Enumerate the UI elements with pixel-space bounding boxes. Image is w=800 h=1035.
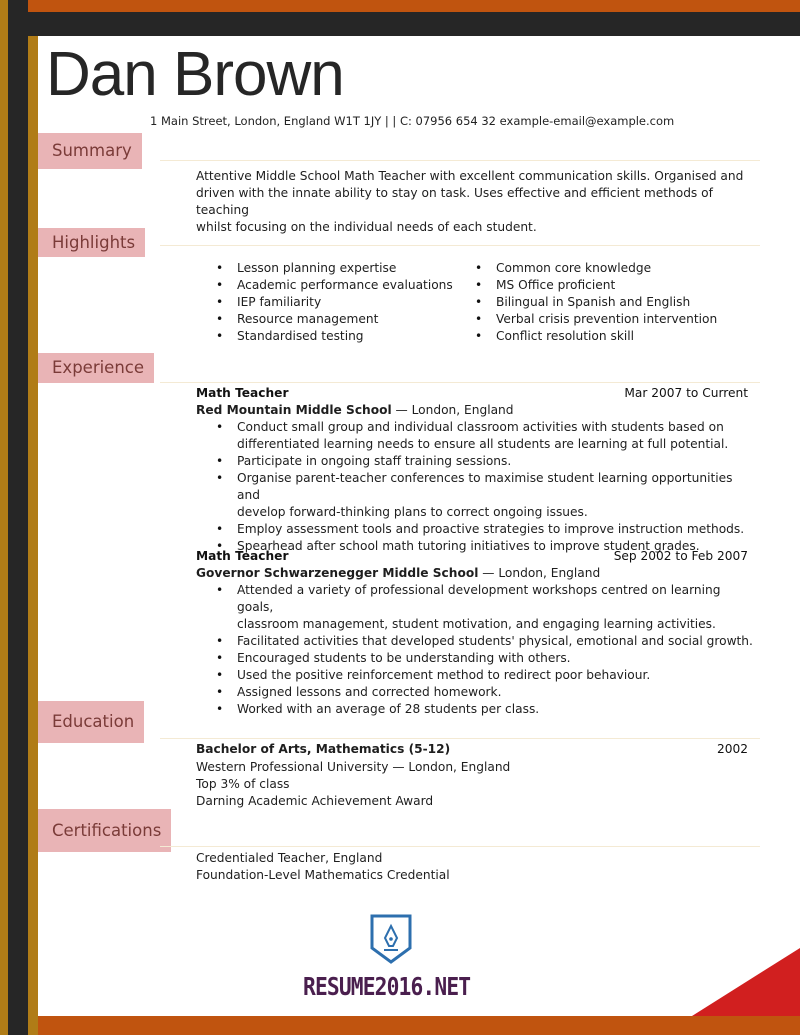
list-item: • Participate in ongoing staff training sessions.	[196, 453, 756, 470]
pen-nib-shield-icon	[370, 914, 412, 968]
job-title: Math Teacher	[196, 386, 289, 400]
job-employer-line	[196, 565, 600, 582]
list-item	[196, 504, 756, 521]
job-bullets	[196, 419, 756, 555]
employer-name: Red Mountain Middle School	[196, 403, 392, 417]
employer-location: — London, England	[478, 566, 601, 580]
certification-item: Credentialed Teacher, England	[196, 851, 383, 865]
list-item: • Encouraged students to be understanding with others.	[196, 650, 756, 667]
education-year: 2002	[716, 742, 748, 756]
education-award: Darning Academic Achievement Award	[196, 794, 434, 808]
school-location: — London, England	[388, 760, 511, 774]
certification-item: Foundation-Level Mathematics Credential	[196, 868, 450, 882]
list-item: • MS Office proficient	[455, 277, 755, 294]
top-dark-bar	[0, 12, 800, 36]
site-watermark: RESUME2016.NET	[303, 972, 471, 1001]
job-employer-line	[196, 402, 514, 419]
summary-line: driven with the innate ability to stay on task. Uses effective and efficient methods of teaching	[196, 186, 713, 217]
highlights-right-list	[455, 260, 755, 345]
list-item: • Conduct small group and individual classroom activities with students based on	[196, 419, 756, 436]
list-item: • Lesson planning expertise	[196, 260, 456, 277]
list-item: • IEP familiarity	[196, 294, 456, 311]
section-rule	[160, 245, 760, 246]
list-item: • Worked with an average of 28 students per class.	[196, 701, 756, 718]
section-education: Education	[38, 701, 144, 743]
education-degree: Bachelor of Arts, Mathematics (5-12)	[196, 742, 451, 756]
highlights-left-list	[196, 260, 456, 345]
list-item	[196, 616, 756, 633]
list-item: • Common core knowledge	[455, 260, 755, 277]
job-dates: Mar 2007 to Current	[624, 386, 748, 400]
list-item: • Standardised testing	[196, 328, 456, 345]
list-item: • Attended a variety of professional development workshops centred on learning goals,	[196, 582, 756, 616]
summary-line: Attentive Middle School Math Teacher with excellent communication skills. Organised and	[196, 169, 744, 183]
list-item: • Employ assessment tools and proactive strategies to improve instruction methods.	[196, 521, 756, 538]
summary-text	[196, 168, 766, 236]
job-bullets	[196, 582, 756, 718]
job-title: Math Teacher	[196, 549, 289, 563]
list-item: • Bilingual in Spanish and English	[455, 294, 755, 311]
list-item: • Used the positive reinforcement method to redirect poor behaviour.	[196, 667, 756, 684]
education-honor: Top 3% of class	[196, 777, 290, 791]
contact-line: 1 Main Street, London, England W1T 1JY | | C: 07956 654 32 example-email@example.com	[150, 114, 675, 128]
education-school-line	[196, 759, 510, 776]
job-dates: Sep 2002 to Feb 2007	[613, 549, 748, 563]
section-rule	[160, 738, 760, 739]
employer-location: — London, England	[391, 403, 514, 417]
employer-name: Governor Schwarzenegger Middle School	[196, 566, 479, 580]
list-item	[196, 436, 756, 453]
list-item: • Academic performance evaluations	[196, 277, 456, 294]
corner-red-triangle	[692, 948, 800, 1016]
section-highlights: Highlights	[38, 228, 145, 257]
list-item: • Verbal crisis prevention intervention	[455, 311, 755, 328]
candidate-name: Dan Brown	[46, 40, 344, 109]
school-name: Western Professional University	[196, 760, 389, 774]
bullet-continuation: develop forward-thinking plans to correct ongoing issues.	[237, 505, 588, 519]
section-certifications: Certifications	[38, 809, 171, 852]
bullet-continuation: differentiated learning needs to ensure all students are learning at full potential.	[237, 437, 729, 451]
left-inner-gold-bar	[28, 36, 38, 1035]
section-rule	[160, 160, 760, 161]
section-summary: Summary	[38, 133, 142, 169]
top-orange-bar	[0, 0, 800, 12]
summary-line: whilst focusing on the individual needs of each student.	[196, 220, 537, 234]
section-experience: Experience	[38, 353, 154, 383]
list-item: • Spearhead after school math tutoring initiatives to improve student grades.	[196, 538, 756, 555]
section-rule	[160, 382, 760, 383]
list-item: • Conflict resolution skill	[455, 328, 755, 345]
section-rule	[160, 846, 760, 847]
left-dark-bar	[8, 0, 28, 1035]
left-gold-bar	[0, 0, 8, 1035]
list-item: • Assigned lessons and corrected homework.	[196, 684, 756, 701]
list-item: • Facilitated activities that developed students' physical, emotional and social growth.	[196, 633, 756, 650]
bottom-orange-bar	[38, 1016, 800, 1035]
bullet-continuation: classroom management, student motivation, and engaging learning activities.	[237, 617, 716, 631]
list-item: • Organise parent-teacher conferences to maximise student learning opportunities and	[196, 470, 756, 504]
list-item: • Resource management	[196, 311, 456, 328]
